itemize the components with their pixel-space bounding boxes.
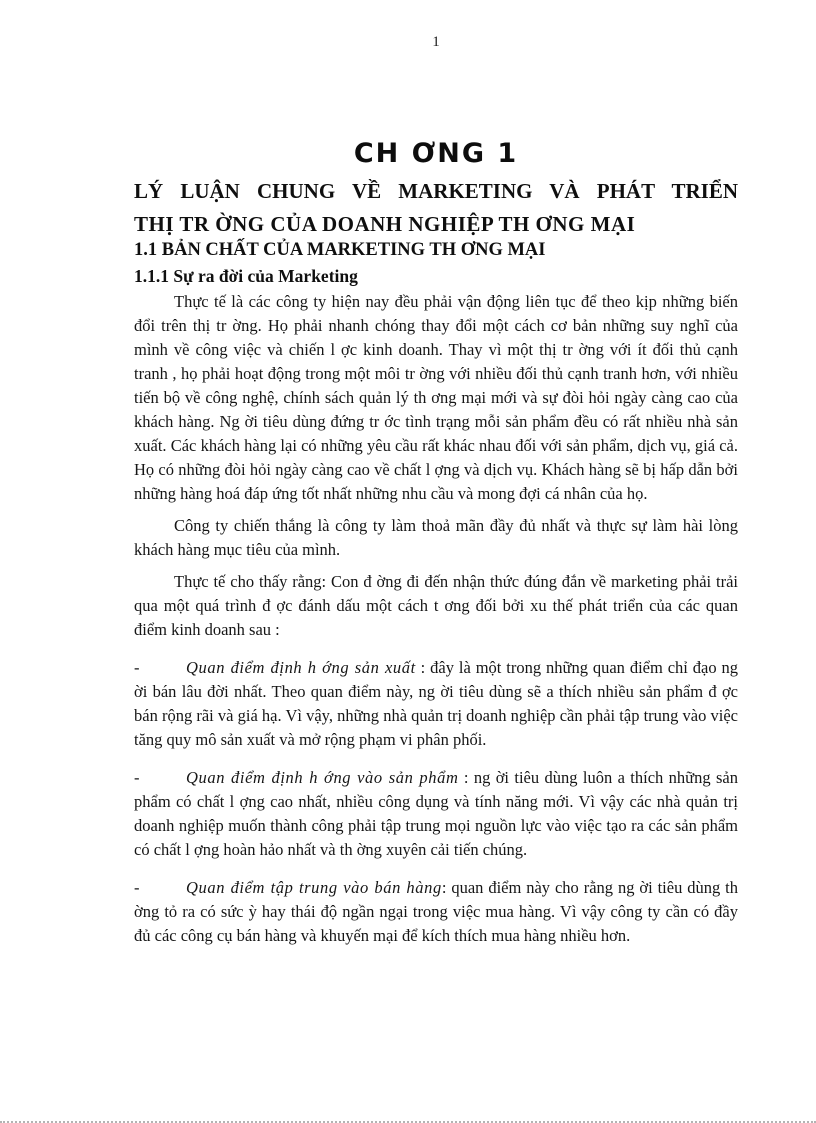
viewpoint-lead: Quan điểm định h ớng sản xuất bbox=[186, 658, 416, 677]
body-text bbox=[134, 290, 738, 948]
page-number: 1 bbox=[432, 34, 440, 50]
viewpoint-body: ng ời tiêu dùng luôn a thích những sản phẩm có chất l ợng cao nhất, nhiều công dụng và tính năng mới. Vì vậy các nhà quản trị doanh nghiệp muốn thành công phải tập trung mọi nguồn lực vào việc tạo ra các sản phẩm có chất l ợng hoàn hảo nhất và th ờng xuyên cải tiến chúng. bbox=[134, 768, 738, 859]
section-heading-1-1: 1.1 BẢN CHẤT CỦA MARKETING TH ƠNG MẠI bbox=[134, 240, 546, 260]
viewpoint-separator: : bbox=[458, 768, 474, 787]
viewpoint-body: đây là một trong những quan điểm chỉ đạo ng ời bán lâu đời nhất. Theo quan điểm này, ng ời tiêu dùng sẽ a thích nhiều sản phẩm đ ợc bán rộng rãi và giá hạ. Vì vậy, những nhà quản trị doanh nghiệp cần phải tập trung vào việc tăng quy mô sản xuất và mở rộng phạm vi phân phối. bbox=[134, 658, 739, 749]
viewpoint-separator: : bbox=[441, 878, 452, 897]
list-dash-marker: - bbox=[134, 658, 140, 677]
paragraph-viewpoints-intro: Thực tế cho thấy rằng: Con đ ờng đi đến nhận thức đúng đắn về marketing phải trải qua một quá trình đ ợc đánh dấu một cách t ơng đối bởi xu thế phát triển của các quan điểm kinh doanh sau : bbox=[134, 572, 738, 639]
chapter-title-line1: LÝ LUẬN CHUNG VỀ MARKETING VÀ PHÁT TRIỂN bbox=[134, 179, 738, 203]
viewpoint-item-selling bbox=[134, 876, 738, 948]
chapter-title-line2: THỊ TR ỜNG CỦA DOANH NGHIỆP TH ƠNG MẠI bbox=[134, 212, 636, 236]
viewpoint-lead: Quan điểm định h ớng vào sản phẩm bbox=[186, 768, 459, 787]
viewpoint-separator: : bbox=[415, 658, 431, 677]
chapter-kicker: CH ƠNG 1 bbox=[353, 138, 519, 169]
paragraph-marketing-origin: Thực tế là các công ty hiện nay đều phải vận động liên tục để theo kịp những biến đổi trên thị tr ờng. Họ phải nhanh chóng thay đổi một cách cơ bản những suy nghĩ của mình về công việc và chiến l ợc kinh doanh. Thay vì một thị tr ờng với ít đối thủ cạnh tranh , họ phải hoạt động trong một môi tr ờng với nhiều đối thủ cạnh tranh hơn, với nhiều tiến bộ về công nghệ, chính sách quản lý th ơng mại mới và sự đòi hỏi ngày càng cao của khách hàng. Ng ời tiêu dùng đứng tr ớc tình trạng mỗi sản phẩm đều có rất nhiều nhà sản xuất. Các khách hàng lại có những yêu cầu rất khác nhau đối với sản phẩm, dịch vụ, giá cả. Họ có những đòi hỏi ngày càng cao về chất l ợng và dịch vụ. Khách hàng sẽ bị hấp dẫn bởi những hàng hoá đáp ứng tốt nhất những nhu cầu và mong đợi cá nhân của họ. bbox=[134, 292, 738, 503]
section-heading-1-1-1: 1.1.1 Sự ra đời của Marketing bbox=[134, 266, 358, 286]
viewpoint-lead: Quan điểm tập trung vào bán hàng bbox=[186, 878, 442, 897]
viewpoint-item-product bbox=[134, 766, 738, 862]
viewpoint-item-production bbox=[134, 656, 738, 752]
list-dash-marker: - bbox=[134, 768, 140, 787]
viewpoint-body: quan điểm này cho rằng ng ời tiêu dùng th ờng tỏ ra có sức ỳ hay thái độ ngần ngại trong việc mua hàng. Vì vậy công ty cần có đầy đủ các công cụ bán hàng và khuyến mại để kích thích mua hàng nhiều hơn. bbox=[134, 878, 738, 945]
chapter-title bbox=[134, 175, 738, 241]
paragraph-winning-company: Công ty chiến thắng là công ty làm thoả mãn đầy đủ nhất và thực sự làm hài lòng khách hàng mục tiêu của mình. bbox=[134, 516, 738, 559]
list-dash-marker: - bbox=[134, 878, 140, 897]
